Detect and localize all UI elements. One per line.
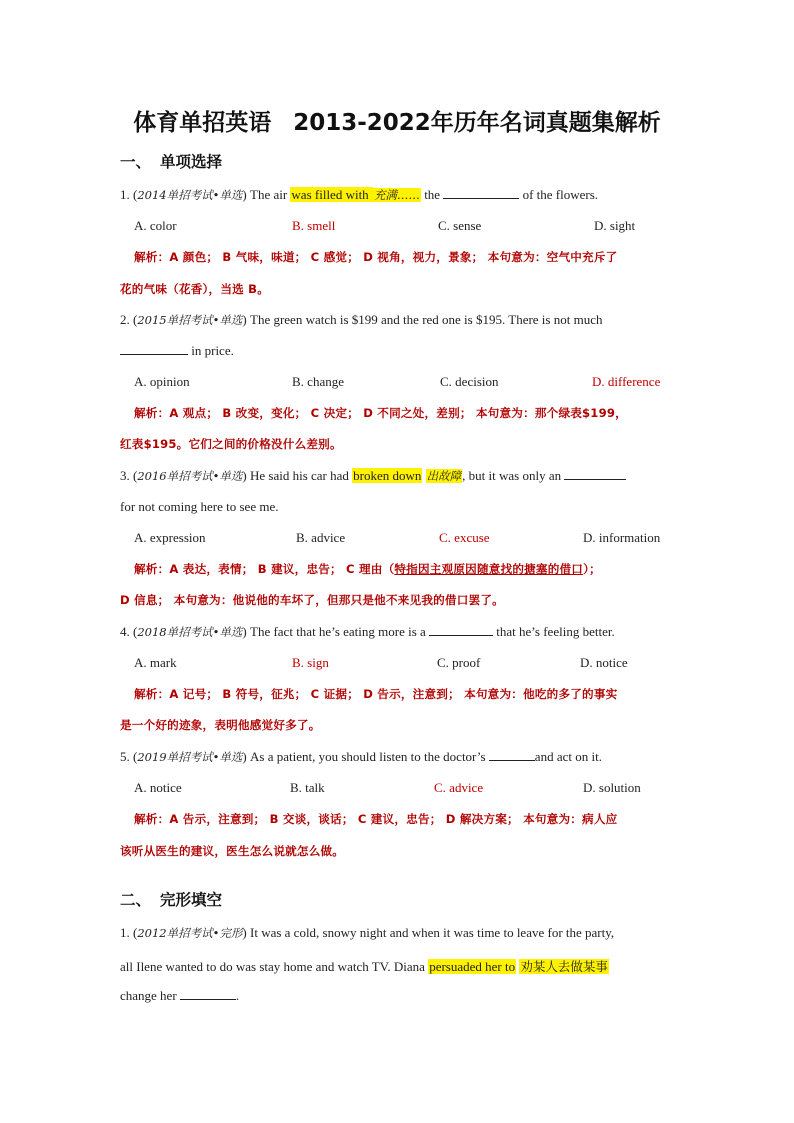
- q4-option-a: A. mark: [134, 655, 177, 670]
- cloze-1-text-line2: all Ilene wanted to do was stay home and watch TV. Diana persuaded her to 劝某人去做某事: [120, 959, 608, 974]
- q4-option-c: C. proof: [437, 655, 481, 670]
- q3-explanation-line2: D 信息； 本句意为：他说他的车坏了，但那只是他不来见我的借口罢了。: [120, 593, 504, 607]
- question-3-text: 3. (2016单招考试•单选) He said his car had broken down 出故障, but it was only an: [120, 468, 626, 484]
- q2-explanation-line2: 红表$195。它们之间的价格没什么差别。: [120, 437, 342, 451]
- question-2-text: 2. (2015单招考试•单选) The green watch is $199 and the red one is $195. There is not much: [120, 312, 603, 327]
- question-2-text-line2: in price.: [120, 343, 234, 359]
- q5-option-b: B. talk: [290, 780, 325, 795]
- q1-option-a: A. color: [134, 218, 177, 233]
- q5-option-a: A. notice: [134, 780, 182, 795]
- answer-blank: [120, 343, 188, 355]
- q3-explanation-line1: 解析：A 表达，表情； B 建议，忠告； C 理由（特指因主观原因随意找的搪塞的借口）；: [134, 562, 601, 576]
- q5-explanation-line2: 该听从医生的建议，医生怎么说就怎么做。: [120, 844, 345, 858]
- answer-blank: [443, 187, 519, 199]
- section-heading-cloze: 二、 完形填空: [120, 891, 223, 909]
- question-5-text: 5. (2019单招考试•单选) As a patient, you should listen to the doctor’s and act on it.: [120, 749, 602, 764]
- q3-option-b: B. advice: [296, 530, 346, 545]
- q3-option-d: D. information: [583, 530, 661, 545]
- answer-blank: [180, 988, 236, 1000]
- q2-option-d: D. difference: [592, 374, 661, 389]
- q4-explanation-line2: 是一个好的迹象，表明他感觉好多了。: [120, 718, 321, 732]
- q4-option-b: B. sign: [292, 655, 329, 670]
- page-title: 体育单招英语 2013-2022年历年名词真题集解析: [133, 110, 661, 136]
- q1-option-d: D. sight: [594, 218, 636, 233]
- q2-option-a: A. opinion: [134, 374, 190, 389]
- question-4-text: 4. (2018单招考试•单选) The fact that he’s eating more is a that he’s feeling better.: [120, 624, 615, 639]
- question-3-text-line2: for not coming here to see me.: [120, 499, 279, 514]
- cloze-1-text-line3: change her .: [120, 988, 240, 1003]
- q3-option-a: A. expression: [134, 530, 206, 545]
- q4-option-d: D. notice: [580, 655, 628, 670]
- q2-option-c: C. decision: [440, 374, 499, 389]
- question-1-text: 1. (2014单招考试•单选) The air was filled with 充满…… the of the flowers.: [120, 187, 599, 202]
- q5-option-c: C. advice: [434, 780, 484, 795]
- q5-option-d: D. solution: [583, 780, 641, 795]
- q2-option-b: B. change: [292, 374, 344, 389]
- q2-explanation-line1: 解析：A 观点； B 改变，变化； C 决定； D 不同之处，差别； 本句意为：那个绿表$199，: [134, 406, 627, 420]
- q1-option-b: B. smell: [292, 218, 336, 233]
- q1-option-c: C. sense: [438, 218, 482, 233]
- q1-explanation-line1: 解析：A 颜色； B 气味，味道； C 感觉； D 视角，视力，景象； 本句意为：空气中充斥了: [134, 250, 618, 264]
- cloze-1-text: 1. (2012单招考试•完形) It was a cold, snowy night and when it was time to leave for the party,: [120, 925, 615, 940]
- answer-blank: [564, 468, 626, 480]
- q4-explanation-line1: 解析：A 记号； B 符号，征兆； C 证据； D 告示，注意到； 本句意为：他吃的多了的事实: [134, 687, 618, 701]
- q5-explanation-line1: 解析：A 告示，注意到； B 交谈，谈话； C 建议，忠告； D 解决方案； 本句意为：病人应: [134, 812, 618, 826]
- answer-blank: [429, 624, 493, 636]
- q1-explanation-line2: 花的气味（花香），当选 B。: [120, 282, 269, 296]
- answer-blank: [489, 749, 535, 761]
- section-heading-single-choice: 一、 单项选择: [120, 153, 223, 171]
- q3-option-c: C. excuse: [439, 530, 490, 545]
